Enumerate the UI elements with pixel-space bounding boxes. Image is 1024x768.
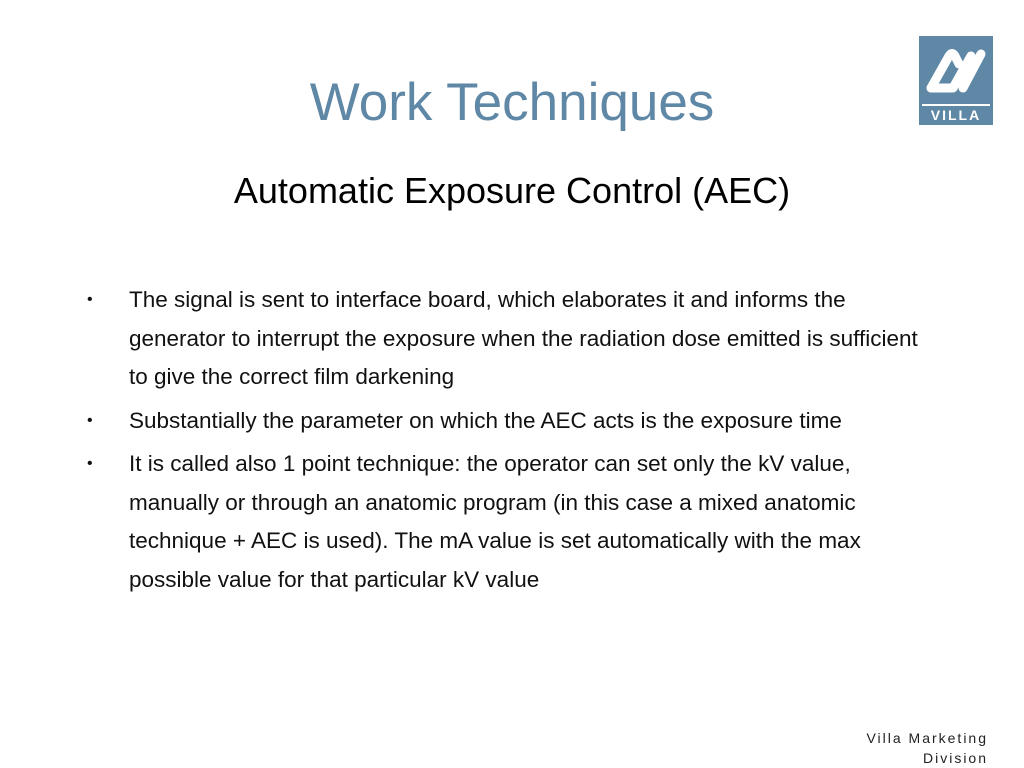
logo-text: VILLA [922, 104, 990, 123]
villa-logo [919, 36, 993, 125]
bullet-item [85, 402, 935, 441]
bullet-list [85, 281, 935, 604]
villa-logo-mark-icon [919, 36, 993, 104]
bullet-text: Substantially the parameter on which the AEC acts is the exposure time [129, 407, 842, 433]
bullet-icon: • [87, 411, 93, 429]
footer [866, 728, 988, 768]
bullet-icon: • [87, 291, 93, 308]
slide-subtitle: Automatic Exposure Control (AEC) [233, 170, 791, 211]
bullet-item [85, 445, 935, 599]
bullet-item [85, 281, 935, 397]
bullet-text: The signal is sent to interface board, which elaborates it and informs the generator to interrupt the exposure when the radiation dose emitted is sufficient to give the correct film darkening [129, 287, 918, 389]
bullet-text: It is called also 1 point technique: the operator can set only the kV value, manually or through an anatomic program (in this case a mixed anatomic technique + AEC is used). The mA value is set automatically with the max possible value for that particular kV value [129, 451, 861, 592]
bullet-icon: • [87, 455, 93, 472]
footer-line-2: Division [922, 750, 988, 766]
footer-line-1: Villa Marketing [866, 730, 988, 746]
slide-title: Work Techniques [309, 73, 715, 132]
